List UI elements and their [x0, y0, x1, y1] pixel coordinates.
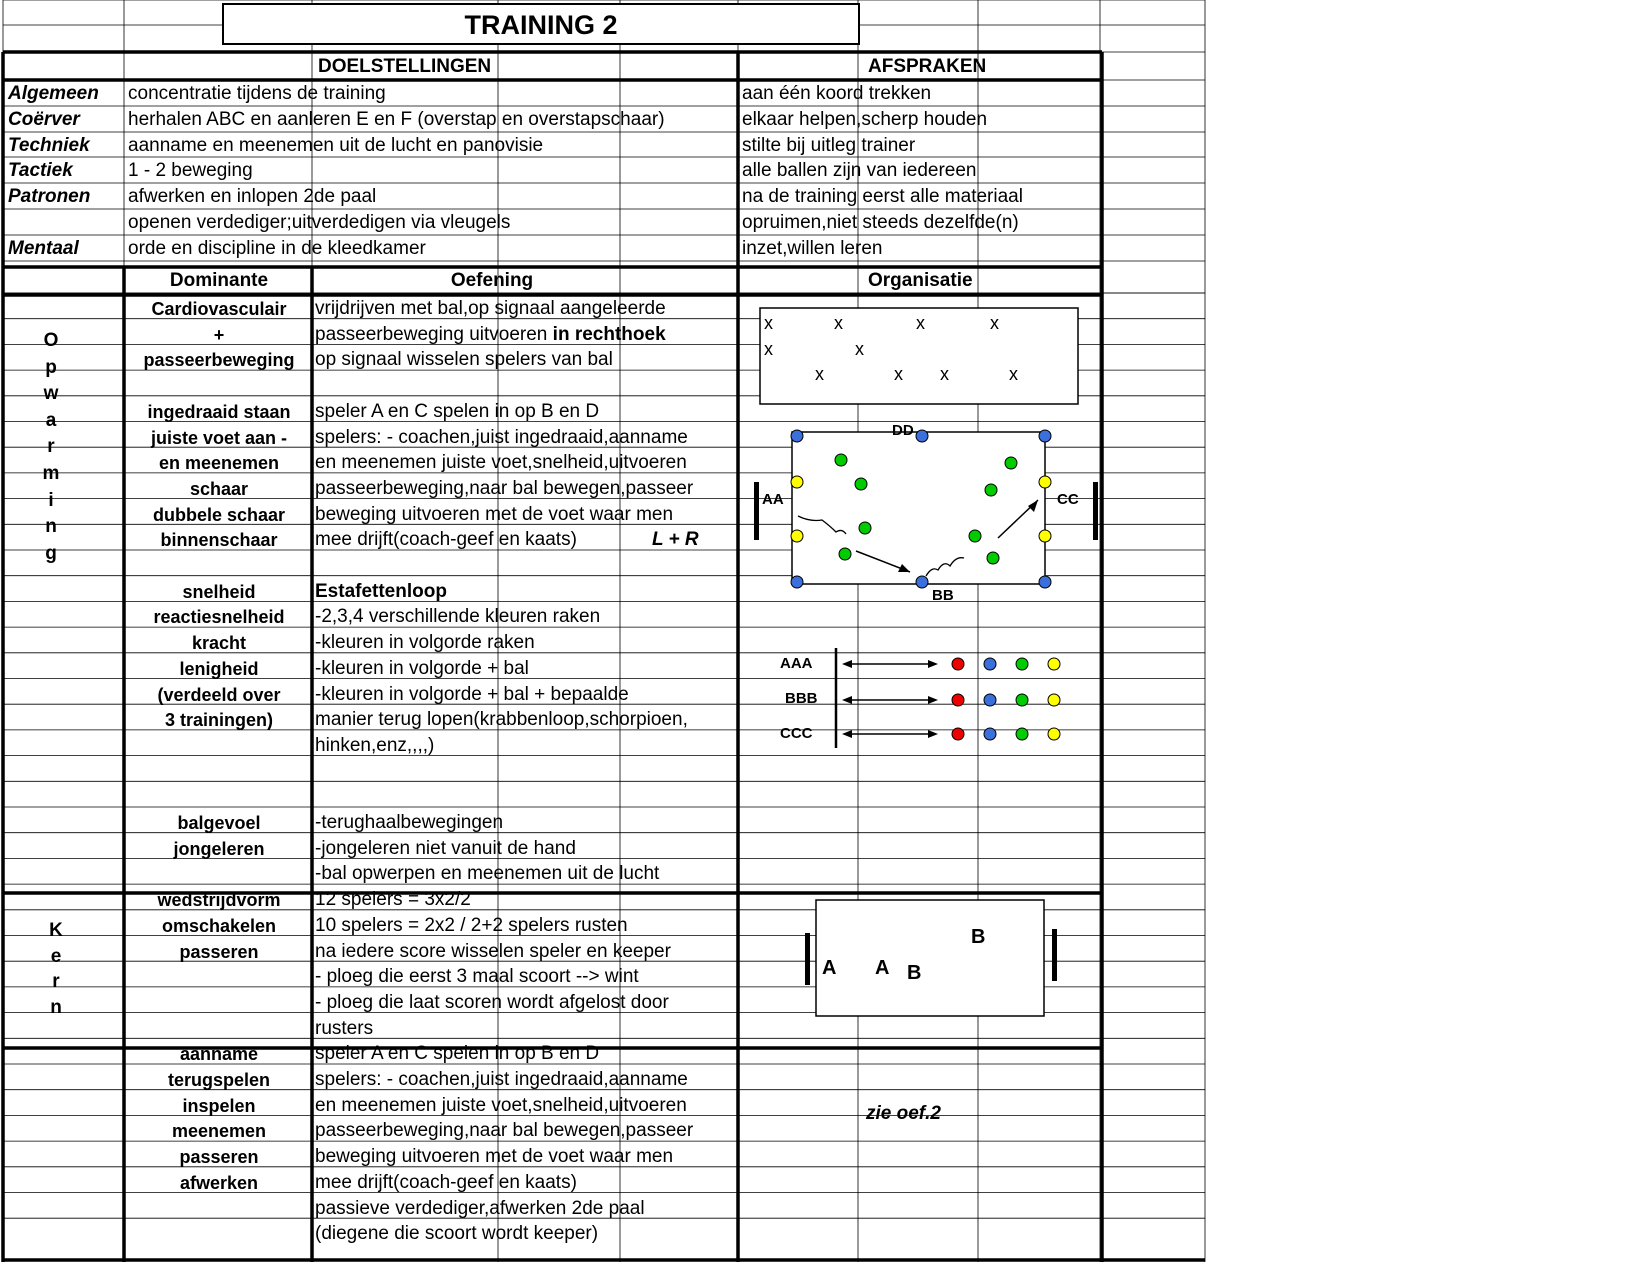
opwarming-letter: m — [42, 463, 60, 484]
kern-letter: e — [50, 945, 62, 967]
dominante-cell: inspelen — [182, 1095, 256, 1116]
label-bb: BB — [932, 587, 954, 604]
oefening-cell: vrijdrijven met bal,op signaal aangeleerde — [315, 298, 666, 319]
afspraak-text: elkaar helpen,scherp houden — [742, 109, 988, 130]
dominante-cell: ingedraaid staan — [147, 401, 291, 422]
dominante-cell: Cardiovasculair — [151, 299, 287, 319]
oefening-cell: hinken,enz,,,,) — [315, 734, 435, 756]
cone-marker — [1039, 476, 1051, 488]
kern-letter: r — [52, 971, 60, 993]
x-mark: x — [916, 313, 925, 333]
doelstellingen-header: DOELSTELLINGEN — [318, 56, 492, 77]
goal-label: Tactiek — [8, 160, 73, 181]
cone-marker — [791, 576, 803, 588]
label-aa: AA — [762, 491, 784, 508]
dominante-cell: afwerken — [179, 1172, 259, 1193]
see-exercise-note: zie oef.2 — [866, 1103, 941, 1124]
afspraak-text: stilte bij uitleg trainer — [742, 135, 916, 156]
oefening-extra: L + R — [652, 529, 699, 551]
goal-text: openen verdediger;uitverdedigen via vleugels — [128, 212, 511, 233]
oefening-cell: - ploeg die laat scoren wordt afgelost door — [315, 991, 669, 1013]
oefening-cell: passieve verdediger,afwerken 2de paal — [315, 1197, 645, 1219]
color-cone — [1016, 728, 1028, 740]
dominante-cell: terugspelen — [167, 1070, 271, 1090]
x-mark: x — [940, 364, 949, 384]
oefening-cell: en meenemen juiste voet,snelheid,uitvoeren — [315, 452, 687, 474]
afspraken-header: AFSPRAKEN — [868, 56, 987, 77]
x-mark: x — [1009, 364, 1018, 384]
color-cone — [1016, 694, 1028, 706]
color-cone — [1016, 658, 1028, 670]
color-cone — [984, 694, 996, 706]
x-mark: x — [894, 364, 903, 384]
cone-marker — [791, 476, 803, 488]
goal-text: aanname en meenemen uit de lucht en panovisie — [128, 135, 544, 156]
square-field — [792, 432, 1045, 584]
cone-marker — [835, 454, 847, 466]
diagram-passing-square — [750, 420, 1110, 610]
color-cone — [952, 728, 964, 740]
goal-text: 1 - 2 beweging — [128, 160, 253, 181]
cone-marker — [916, 576, 928, 588]
dominante-cell: aanname — [179, 1044, 259, 1065]
arrowhead-right — [928, 730, 938, 738]
afspraak-text: aan één koord trekken — [742, 83, 932, 104]
cone-marker — [1039, 530, 1051, 542]
oefening-bold: in rechthoek — [552, 323, 666, 345]
goal-left — [754, 482, 759, 540]
label-aaa: AAA — [780, 655, 813, 672]
goal-text: orde en discipline in de kleedkamer — [128, 238, 426, 259]
label-ccc: CCC — [780, 725, 813, 742]
oefening-cell: speler A en C spelen in op B en D — [315, 1043, 600, 1065]
x-mark: x — [815, 364, 824, 384]
oefening-cell: -kleuren in volgorde + bal — [315, 657, 529, 679]
oefening-cell: -jongeleren niet vanuit de hand — [315, 837, 576, 859]
player-a-1: A — [822, 957, 837, 979]
player-b-1: B — [907, 962, 922, 984]
x-mark: x — [855, 339, 864, 359]
goal-text: afwerken en inlopen 2de paal — [128, 186, 377, 207]
arrowhead-right — [928, 696, 938, 704]
oefening-header: Oefening — [450, 270, 534, 291]
opwarming-letter: p — [45, 356, 57, 378]
player-b-2: B — [971, 926, 986, 948]
oefening-cell: -2,3,4 verschillende kleuren raken — [315, 606, 601, 628]
color-cone — [984, 728, 996, 740]
oefening-cell: passeerbeweging,naar bal bewegen,passeer — [315, 1120, 694, 1142]
cone-marker — [839, 548, 851, 560]
oefening-cell: rusters — [315, 1017, 374, 1039]
oefening-cell: mee drijft(coach-geef en kaats) — [315, 529, 577, 551]
dominante-cell: (verdeeld over — [157, 684, 281, 705]
dominante-cell: omschakelen — [161, 915, 277, 936]
x-mark: x — [764, 339, 773, 359]
dominante-cell: meenemen — [171, 1121, 267, 1142]
opwarming-letter: i — [48, 489, 54, 511]
cone-marker — [791, 530, 803, 542]
cone-marker — [855, 478, 867, 490]
oefening-cell: (diegene die scoort wordt keeper) — [315, 1223, 599, 1245]
afspraak-text: opruimen,niet steeds dezelfde(n) — [742, 212, 1019, 233]
player-a-2: A — [875, 957, 890, 979]
color-cone — [1048, 694, 1060, 706]
dominante-cell: kracht — [191, 633, 247, 654]
cone-marker — [791, 430, 803, 442]
label-dd: DD — [892, 422, 914, 439]
dominante-cell: balgevoel — [177, 813, 261, 833]
cone-marker — [1039, 576, 1051, 588]
oefening-cell: spelers: - coachen,juist ingedraaid,aanname — [315, 426, 688, 448]
dominante-cell: en meenemen — [158, 453, 280, 474]
dominante-cell: snelheid — [182, 581, 256, 602]
oefening-cell: passeerbeweging uitvoeren in rechthoek — [315, 323, 666, 345]
goal-label: Techniek — [8, 135, 90, 156]
cone-marker — [985, 484, 997, 496]
oefening-cell: op signaal wisselen spelers van bal — [315, 349, 613, 371]
dominante-cell: binnenschaar — [160, 530, 278, 551]
goal-text: herhalen ABC en aanleren E en F (overstap en overstapschaar) — [128, 109, 665, 130]
cone-marker — [1039, 430, 1051, 442]
oefening-cell: -bal opwerpen en meenemen uit de lucht — [315, 863, 660, 885]
goal-label: Mentaal — [8, 238, 79, 259]
color-cone — [952, 694, 964, 706]
cone-marker — [1005, 457, 1017, 469]
dominante-cell: schaar — [189, 478, 249, 499]
dominante-cell: passeerbeweging — [143, 350, 295, 371]
goal-label: Patronen — [8, 186, 91, 207]
arrowhead-left — [842, 696, 852, 704]
opwarming-letter: w — [43, 383, 59, 405]
arrowhead-left — [842, 660, 852, 668]
label-cc: CC — [1057, 491, 1079, 508]
diagram-relay — [780, 640, 1080, 750]
color-cone — [952, 658, 964, 670]
oefening-cell: -terughaalbewegingen — [315, 812, 504, 833]
oefening-cell: beweging uitvoeren met de voet waar men — [315, 503, 674, 525]
dominante-cell: passeren — [179, 941, 259, 962]
oefening-cell: - ploeg die eerst 3 maal scoort --> wint — [315, 966, 639, 988]
goal-text: concentratie tijdens de training — [128, 83, 386, 104]
oefening-cell: na iedere score wisselen speler en keeper — [315, 940, 671, 962]
oefening-cell: beweging uitvoeren met de voet waar men — [315, 1146, 674, 1168]
cone-marker — [859, 522, 871, 534]
color-cone — [1048, 728, 1060, 740]
dominante-header: Dominante — [169, 270, 269, 291]
afspraak-text: alle ballen zijn van iedereen — [742, 160, 977, 181]
goal-label: Algemeen — [8, 83, 99, 104]
opwarming-letter: r — [47, 436, 55, 458]
oefening-cell: -kleuren in volgorde + bal + bepaalde — [315, 683, 629, 705]
kern-letter: K — [49, 920, 63, 941]
diagram-small-match — [800, 895, 1070, 1025]
opwarming-letter: O — [43, 330, 59, 351]
oefening-cell: 10 spelers = 2x2 / 2+2 spelers rusten — [315, 914, 628, 936]
opwarming-letter: n — [45, 516, 57, 538]
x-mark: x — [990, 313, 999, 333]
arrowhead-right — [928, 660, 938, 668]
oefening-cell: speler A en C spelen in op B en D — [315, 400, 600, 422]
dominante-cell: 3 trainingen) — [164, 710, 273, 731]
arrowhead-left — [842, 730, 852, 738]
x-mark: x — [764, 313, 773, 333]
organisatie-header: Organisatie — [868, 270, 973, 291]
opwarming-letter: g — [45, 542, 57, 564]
dominante-cell: juiste voet aan - — [150, 427, 288, 448]
cone-marker — [987, 552, 999, 564]
oefening-cell: 12 spelers = 3x2/2 — [315, 889, 471, 911]
afspraak-text: inzet,willen leren — [742, 238, 883, 259]
color-cone — [984, 658, 996, 670]
oefening-cell: spelers: - coachen,juist ingedraaid,aanname — [315, 1069, 688, 1090]
oefening-cell: Estafettenloop — [315, 580, 447, 602]
label-bbb: BBB — [785, 690, 818, 707]
oefening-cell: en meenemen juiste voet,snelheid,uitvoeren — [315, 1094, 687, 1116]
page-title: TRAINING 2 — [222, 3, 860, 45]
dominante-cell: reactiesnelheid — [153, 607, 285, 628]
oefening-cell: passeerbeweging,naar bal bewegen,passeer — [315, 477, 694, 499]
afspraak-text: na de training eerst alle materiaal — [742, 186, 1023, 207]
dominante-cell: jongeleren — [173, 838, 265, 859]
goal-right — [1093, 482, 1098, 540]
dominante-cell: dubbele schaar — [152, 504, 286, 525]
dominante-cell: + — [213, 324, 225, 345]
cone-marker — [969, 530, 981, 542]
x-mark: x — [834, 313, 843, 333]
oefening-cell: -kleuren in volgorde raken — [315, 632, 535, 654]
oefening-cell: mee drijft(coach-geef en kaats) — [315, 1171, 577, 1193]
kern-letter: n — [50, 997, 62, 1019]
opwarming-letter: a — [45, 409, 57, 431]
oefening-cell: manier terug lopen(krabbenloop,schorpioen, — [315, 709, 688, 731]
dominante-cell: lenigheid — [179, 658, 259, 679]
dominante-cell: passeren — [179, 1147, 259, 1168]
color-cone — [1048, 658, 1060, 670]
dominante-cell: wedstrijdvorm — [157, 890, 281, 911]
cone-marker — [916, 430, 928, 442]
goal-label: Coërver — [8, 109, 80, 130]
